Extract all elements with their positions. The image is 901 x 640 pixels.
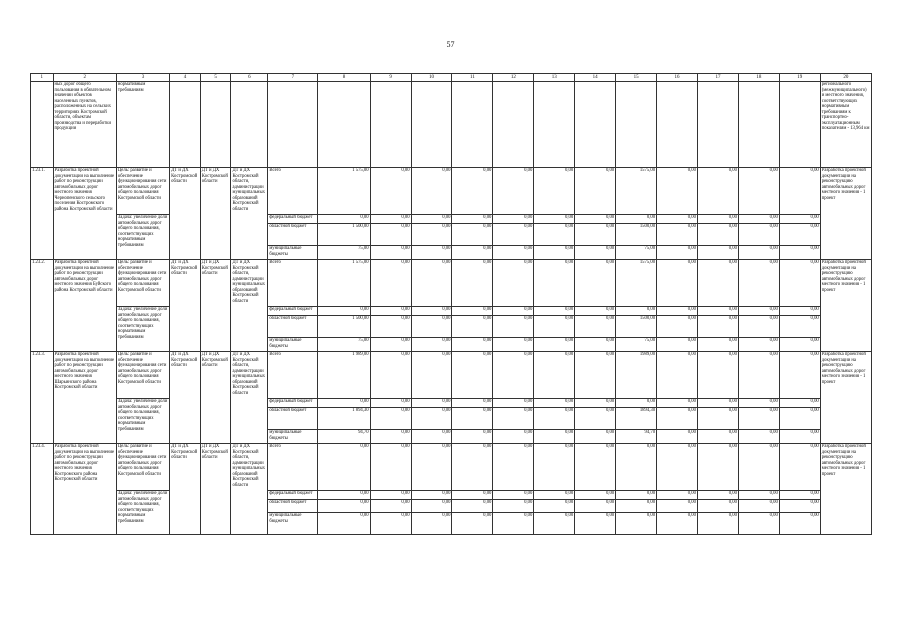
header-cell: 12 xyxy=(493,74,534,82)
amount-cell: 0,00 xyxy=(411,513,452,535)
empty-cell xyxy=(493,82,534,168)
item-number: 1.23.2. xyxy=(31,260,54,352)
amount-cell: 0,00 xyxy=(616,307,657,316)
amount-cell: 0,00 xyxy=(697,168,738,215)
amount-cell: 0,00 xyxy=(738,430,779,444)
funding-source: федеральный бюджет xyxy=(268,399,318,408)
amount-cell: 0,00 xyxy=(411,307,452,316)
customer-cell: ДТ и ДХ Костромской области xyxy=(200,168,231,260)
empty-cell xyxy=(657,82,698,168)
customer-cell: ДТ и ДХ Костромской области xyxy=(200,444,231,535)
amount-cell: 0,00 xyxy=(411,215,452,224)
amount-cell: 0,00 xyxy=(657,491,698,500)
amount-cell: 0,00 xyxy=(534,316,575,338)
amount-cell: 0,00 xyxy=(616,215,657,224)
amount-cell: 94,70 xyxy=(318,430,370,444)
amount-cell: 1 500,00 xyxy=(318,316,370,338)
amount-cell: 0,00 xyxy=(534,246,575,260)
page-number: 57 xyxy=(446,40,455,49)
amount-cell: 0,00 xyxy=(411,224,452,246)
amount-cell: 0,00 xyxy=(738,215,779,224)
amount-cell: 0,00 xyxy=(318,399,370,408)
funding-source: муниципальные бюджеты xyxy=(268,246,318,260)
cont-result-cell: регионального (межмуниципального) и местного значения, соответствующих нормативным требованиям к транспортно-эксплуатационным показателям - 13,964 км xyxy=(820,82,871,168)
funding-source: областной бюджет xyxy=(268,316,318,338)
amount-cell: 0,00 xyxy=(575,352,616,399)
amount-cell: 0,00 xyxy=(657,338,698,352)
amount-cell: 0,00 xyxy=(738,338,779,352)
cont-goal-cell: нормативным требованиям xyxy=(116,82,169,168)
amount-cell: 0,00 xyxy=(575,408,616,430)
funding-source: федеральный бюджет xyxy=(268,307,318,316)
item-name: Разработка проектной документации на выполнение работ по реконструкции автомобильных дорог местного значения Чернопенского сельского поселения Костромского района Костромской области xyxy=(53,168,116,260)
empty-cell xyxy=(779,82,820,168)
amount-cell: 0,00 xyxy=(697,215,738,224)
amount-cell: 0,00 xyxy=(493,316,534,338)
amount-cell: 0,00 xyxy=(779,399,820,408)
amount-cell: 0,00 xyxy=(779,168,820,215)
header-cell: 10 xyxy=(411,74,452,82)
program-subrow xyxy=(31,444,872,491)
header-cell: 20 xyxy=(820,74,871,82)
header-cell: 4 xyxy=(170,74,201,82)
responsible-cell: ДТ и ДХ Костромской области xyxy=(170,444,201,535)
header-cell: 2 xyxy=(53,74,116,82)
continuation-row xyxy=(31,82,872,168)
empty-cell xyxy=(231,82,268,168)
amount-cell: 0,00 xyxy=(534,260,575,307)
amount-cell: 0,00 xyxy=(452,316,493,338)
amount-cell: 0,00 xyxy=(318,215,370,224)
amount-cell: 0,00 xyxy=(370,338,411,352)
amount-cell: 0,00 xyxy=(452,168,493,215)
amount-cell: 0,00 xyxy=(779,246,820,260)
header-cell: 7 xyxy=(268,74,318,82)
amount-cell: 0,00 xyxy=(738,168,779,215)
amount-cell: 75,00 xyxy=(616,338,657,352)
amount-cell: 0,00 xyxy=(657,316,698,338)
amount-cell: 0,00 xyxy=(697,399,738,408)
amount-cell: 94,70 xyxy=(616,430,657,444)
result-cell: Разработка проектной документации на реконструкцию автомобильных дорог местного значения - 1 проект xyxy=(820,444,871,535)
funding-source: федеральный бюджет xyxy=(268,215,318,224)
amount-cell: 0,00 xyxy=(411,338,452,352)
responsible-cell: ДТ и ДХ Костромской области xyxy=(170,352,201,444)
item-name: Разработка проектной документации на выполнение работ по реконструкции автомобильных дорог местного значения Буйского района Костромской области xyxy=(53,260,116,352)
header-cell: 19 xyxy=(779,74,820,82)
amount-cell: 0,00 xyxy=(779,444,820,491)
amount-cell: 75,00 xyxy=(318,246,370,260)
amount-cell: 1 500,00 xyxy=(318,224,370,246)
amount-cell: 0,00 xyxy=(657,224,698,246)
cont-name-cell: ных дорог общего пользования в обязательном значении объектов населенных пунктов, расположенных на сельских территориях Костромской области, объектам производства и переработки продукции xyxy=(53,82,116,168)
amount-cell: 0,00 xyxy=(493,408,534,430)
amount-cell: 0,00 xyxy=(452,491,493,500)
task-cell: Задача: увеличение доли автомобильных дорог общего пользования, соответствующих нормативным требованиям xyxy=(116,215,169,260)
empty-cell xyxy=(452,82,493,168)
amount-cell: 0,00 xyxy=(738,399,779,408)
amount-cell: 0,00 xyxy=(411,408,452,430)
amount-cell: 0,00 xyxy=(452,224,493,246)
funding-source: областной бюджет xyxy=(268,408,318,430)
amount-cell: 0,00 xyxy=(697,444,738,491)
amount-cell: 0,00 xyxy=(738,316,779,338)
empty-cell xyxy=(534,82,575,168)
amount-cell: 0,00 xyxy=(779,338,820,352)
amount-cell: 0,00 xyxy=(493,399,534,408)
amount-cell: 0,00 xyxy=(575,246,616,260)
amount-cell: 1 989,00 xyxy=(318,352,370,399)
amount-cell: 0,00 xyxy=(493,513,534,535)
responsible-cell: ДТ и ДХ Костромской области xyxy=(170,260,201,352)
amount-cell: 0,00 xyxy=(697,316,738,338)
goal-cell: Цель: развитие и обеспечение функционирования сети автомобильных дорог общего пользования Костромской области xyxy=(116,352,169,399)
amount-cell: 1500,00 xyxy=(616,316,657,338)
amount-cell: 0,00 xyxy=(370,513,411,535)
amount-cell: 0,00 xyxy=(697,430,738,444)
program-subrow xyxy=(31,307,872,316)
empty-cell xyxy=(200,82,231,168)
amount-cell: 0,00 xyxy=(697,352,738,399)
amount-cell: 0,00 xyxy=(534,352,575,399)
amount-cell: 1 575,00 xyxy=(318,168,370,215)
task-cell: Задача: увеличение доли автомобильных дорог общего пользования, соответствующих нормативным требованиям xyxy=(116,399,169,444)
empty-cell xyxy=(575,82,616,168)
header-row xyxy=(31,74,872,82)
program-subrow xyxy=(31,260,872,307)
task-cell: Задача: увеличение доли автомобильных дорог общего пользования, соответствующих нормативным требованиям xyxy=(116,491,169,535)
amount-cell: 0,00 xyxy=(779,352,820,399)
amount-cell: 0,00 xyxy=(452,500,493,513)
amount-cell: 0,00 xyxy=(370,500,411,513)
amount-cell: 0,00 xyxy=(493,246,534,260)
amount-cell: 0,00 xyxy=(697,307,738,316)
amount-cell: 0,00 xyxy=(657,215,698,224)
empty-cell xyxy=(370,82,411,168)
amount-cell: 0,00 xyxy=(534,224,575,246)
amount-cell: 0,00 xyxy=(575,430,616,444)
funding-source: Всего xyxy=(268,260,318,307)
header-cell: 8 xyxy=(318,74,370,82)
amount-cell: 0,00 xyxy=(370,491,411,500)
amount-cell: 0,00 xyxy=(738,246,779,260)
amount-cell: 0,00 xyxy=(575,500,616,513)
funding-source: Всего xyxy=(268,352,318,399)
amount-cell: 0,00 xyxy=(657,168,698,215)
empty-cell xyxy=(616,82,657,168)
program-subrow xyxy=(31,399,872,408)
header-cell: 16 xyxy=(657,74,698,82)
amount-cell: 0,00 xyxy=(318,444,370,491)
amount-cell: 0,00 xyxy=(657,246,698,260)
amount-cell: 0,00 xyxy=(411,500,452,513)
funding-source: Всего xyxy=(268,168,318,215)
amount-cell: 0,00 xyxy=(370,352,411,399)
amount-cell: 0,00 xyxy=(575,491,616,500)
amount-cell: 0,00 xyxy=(493,338,534,352)
executor-cell: ДТ и ДХ Костромской области, администрации муниципальных образований Костромской области xyxy=(231,352,268,444)
amount-cell: 0,00 xyxy=(370,444,411,491)
item-name: Разработка проектной документации на выполнение работ по реконструкции автомобильных дорог местного значения Костромского района Костромской области xyxy=(53,444,116,535)
amount-cell: 0,00 xyxy=(370,430,411,444)
result-cell: Разработка проектной документации на реконструкцию автомобильных дорог местного значения - 1 проект xyxy=(820,352,871,444)
amount-cell: 0,00 xyxy=(779,430,820,444)
amount-cell: 0,00 xyxy=(616,500,657,513)
amount-cell: 0,00 xyxy=(738,444,779,491)
amount-cell: 0,00 xyxy=(534,444,575,491)
amount-cell: 0,00 xyxy=(779,224,820,246)
amount-cell: 0,00 xyxy=(411,246,452,260)
funding-source: Всего xyxy=(268,444,318,491)
amount-cell: 0,00 xyxy=(534,307,575,316)
program-subrow xyxy=(31,215,872,224)
amount-cell: 0,00 xyxy=(657,352,698,399)
amount-cell: 1575,00 xyxy=(616,168,657,215)
amount-cell: 0,00 xyxy=(534,500,575,513)
amount-cell: 0,00 xyxy=(370,215,411,224)
amount-cell: 0,00 xyxy=(779,307,820,316)
header-cell: 13 xyxy=(534,74,575,82)
amount-cell: 0,00 xyxy=(697,224,738,246)
amount-cell: 0,00 xyxy=(697,491,738,500)
amount-cell: 0,00 xyxy=(575,215,616,224)
amount-cell: 0,00 xyxy=(657,444,698,491)
amount-cell: 0,00 xyxy=(534,513,575,535)
amount-cell: 0,00 xyxy=(738,491,779,500)
amount-cell: 0,00 xyxy=(575,260,616,307)
amount-cell: 0,00 xyxy=(575,224,616,246)
executor-cell: ДТ и ДХ Костромской области, администрации муниципальных образований Костромской области xyxy=(231,444,268,535)
amount-cell: 0,00 xyxy=(697,408,738,430)
funding-source: областной бюджет xyxy=(268,224,318,246)
amount-cell: 0,00 xyxy=(452,307,493,316)
amount-cell: 0,00 xyxy=(657,307,698,316)
funding-source: федеральный бюджет xyxy=(268,491,318,500)
amount-cell: 0,00 xyxy=(575,307,616,316)
amount-cell: 0,00 xyxy=(493,215,534,224)
amount-cell: 0,00 xyxy=(452,408,493,430)
amount-cell: 0,00 xyxy=(657,260,698,307)
amount-cell: 0,00 xyxy=(697,260,738,307)
amount-cell: 0,00 xyxy=(493,444,534,491)
amount-cell: 0,00 xyxy=(318,500,370,513)
amount-cell: 0,00 xyxy=(779,408,820,430)
amount-cell: 0,00 xyxy=(616,491,657,500)
result-cell: Разработка проектной документации на реконструкцию автомобильных дорог местного значения - 1 проект xyxy=(820,168,871,260)
amount-cell: 0,00 xyxy=(738,307,779,316)
amount-cell: 0,00 xyxy=(370,224,411,246)
responsible-cell: ДТ и ДХ Костромской области xyxy=(170,168,201,260)
amount-cell: 0,00 xyxy=(616,513,657,535)
amount-cell: 0,00 xyxy=(779,260,820,307)
amount-cell: 0,00 xyxy=(738,513,779,535)
header-cell: 15 xyxy=(616,74,657,82)
amount-cell: 0,00 xyxy=(370,307,411,316)
executor-cell: ДТ и ДХ Костромской области, администрации муниципальных образований Костромской области xyxy=(231,168,268,260)
amount-cell: 0,00 xyxy=(738,224,779,246)
amount-cell: 0,00 xyxy=(370,168,411,215)
funding-source: муниципальные бюджеты xyxy=(268,430,318,444)
amount-cell: 75,00 xyxy=(318,338,370,352)
amount-cell: 0,00 xyxy=(657,430,698,444)
amount-cell: 1575,00 xyxy=(616,260,657,307)
header-cell: 9 xyxy=(370,74,411,82)
amount-cell: 0,00 xyxy=(779,500,820,513)
customer-cell: ДТ и ДХ Костромской области xyxy=(200,352,231,444)
amount-cell: 1989,00 xyxy=(616,352,657,399)
item-number: 1.23.4. xyxy=(31,444,54,535)
amount-cell: 0,00 xyxy=(411,399,452,408)
amount-cell: 0,00 xyxy=(534,215,575,224)
amount-cell: 0,00 xyxy=(411,352,452,399)
amount-cell: 0,00 xyxy=(738,352,779,399)
empty-cell xyxy=(268,82,318,168)
item-number: 1.23.3. xyxy=(31,352,54,444)
amount-cell: 0,00 xyxy=(493,260,534,307)
amount-cell: 0,00 xyxy=(575,399,616,408)
header-cell: 14 xyxy=(575,74,616,82)
amount-cell: 1500,00 xyxy=(616,224,657,246)
empty-cell xyxy=(31,82,54,168)
amount-cell: 0,00 xyxy=(452,260,493,307)
empty-cell xyxy=(170,82,201,168)
amount-cell: 0,00 xyxy=(697,513,738,535)
amount-cell: 0,00 xyxy=(411,430,452,444)
funding-source: областной бюджет xyxy=(268,500,318,513)
amount-cell: 1 894,30 xyxy=(318,408,370,430)
amount-cell: 0,00 xyxy=(493,352,534,399)
item-number: 1.23.1. xyxy=(31,168,54,260)
amount-cell: 1894,30 xyxy=(616,408,657,430)
amount-cell: 0,00 xyxy=(575,168,616,215)
header-cell: 17 xyxy=(697,74,738,82)
amount-cell: 0,00 xyxy=(493,168,534,215)
amount-cell: 0,00 xyxy=(657,500,698,513)
amount-cell: 0,00 xyxy=(779,491,820,500)
empty-cell xyxy=(738,82,779,168)
amount-cell: 0,00 xyxy=(697,338,738,352)
header-cell: 1 xyxy=(31,74,54,82)
program-table xyxy=(30,73,872,535)
empty-cell xyxy=(318,82,370,168)
header-cell: 5 xyxy=(200,74,231,82)
amount-cell: 0,00 xyxy=(493,491,534,500)
goal-cell: Цель: развитие и обеспечение функционирования сети автомобильных дорог общего пользования Костромской области xyxy=(116,260,169,307)
amount-cell: 0,00 xyxy=(370,246,411,260)
amount-cell: 0,00 xyxy=(370,316,411,338)
amount-cell: 0,00 xyxy=(575,316,616,338)
amount-cell: 0,00 xyxy=(738,408,779,430)
amount-cell: 0,00 xyxy=(697,500,738,513)
amount-cell: 0,00 xyxy=(493,500,534,513)
amount-cell: 0,00 xyxy=(452,215,493,224)
amount-cell: 0,00 xyxy=(738,260,779,307)
task-cell: Задача: увеличение доли автомобильных дорог общего пользования, соответствующих нормативным требованиям xyxy=(116,307,169,352)
goal-cell: Цель: развитие и обеспечение функционирования сети автомобильных дорог общего пользования Костромской области xyxy=(116,168,169,215)
goal-cell: Цель: развитие и обеспечение функционирования сети автомобильных дорог общего пользования Костромской области xyxy=(116,444,169,491)
amount-cell: 0,00 xyxy=(411,316,452,338)
amount-cell: 0,00 xyxy=(452,430,493,444)
amount-cell: 0,00 xyxy=(534,399,575,408)
header-cell: 11 xyxy=(452,74,493,82)
amount-cell: 0,00 xyxy=(575,444,616,491)
customer-cell: ДТ и ДХ Костромской области xyxy=(200,260,231,352)
amount-cell: 0,00 xyxy=(452,513,493,535)
amount-cell: 0,00 xyxy=(370,408,411,430)
amount-cell: 0,00 xyxy=(697,246,738,260)
header-cell: 18 xyxy=(738,74,779,82)
empty-cell xyxy=(411,82,452,168)
amount-cell: 0,00 xyxy=(452,338,493,352)
amount-cell: 0,00 xyxy=(452,246,493,260)
program-subrow xyxy=(31,491,872,500)
amount-cell: 0,00 xyxy=(370,399,411,408)
amount-cell: 0,00 xyxy=(493,307,534,316)
funding-source: муниципальные бюджеты xyxy=(268,513,318,535)
header-cell: 6 xyxy=(231,74,268,82)
funding-source: муниципальные бюджеты xyxy=(268,338,318,352)
amount-cell: 0,00 xyxy=(411,491,452,500)
amount-cell: 0,00 xyxy=(616,444,657,491)
item-name: Разработка проектной документации на выполнение работ по реконструкции автомобильных дорог местного значения Шарьинского района Костромской области xyxy=(53,352,116,444)
amount-cell: 0,00 xyxy=(534,430,575,444)
header-cell: 3 xyxy=(116,74,169,82)
amount-cell: 0,00 xyxy=(411,168,452,215)
amount-cell: 0,00 xyxy=(575,513,616,535)
table-body xyxy=(31,74,872,535)
program-subrow xyxy=(31,168,872,215)
amount-cell: 0,00 xyxy=(452,399,493,408)
executor-cell: ДТ и ДХ Костромской области, администрации муниципальных образований Костромской области xyxy=(231,260,268,352)
amount-cell: 0,00 xyxy=(534,491,575,500)
amount-cell: 0,00 xyxy=(779,513,820,535)
amount-cell: 75,00 xyxy=(616,246,657,260)
amount-cell: 0,00 xyxy=(534,408,575,430)
amount-cell: 0,00 xyxy=(452,352,493,399)
program-subrow xyxy=(31,352,872,399)
amount-cell: 0,00 xyxy=(370,260,411,307)
amount-cell: 1 575,00 xyxy=(318,260,370,307)
amount-cell: 0,00 xyxy=(411,260,452,307)
amount-cell: 0,00 xyxy=(738,500,779,513)
amount-cell: 0,00 xyxy=(779,316,820,338)
amount-cell: 0,00 xyxy=(534,168,575,215)
amount-cell: 0,00 xyxy=(493,224,534,246)
amount-cell: 0,00 xyxy=(318,307,370,316)
amount-cell: 0,00 xyxy=(318,491,370,500)
amount-cell: 0,00 xyxy=(616,399,657,408)
amount-cell: 0,00 xyxy=(318,513,370,535)
amount-cell: 0,00 xyxy=(411,444,452,491)
amount-cell: 0,00 xyxy=(657,513,698,535)
amount-cell: 0,00 xyxy=(575,338,616,352)
amount-cell: 0,00 xyxy=(534,338,575,352)
amount-cell: 0,00 xyxy=(493,430,534,444)
amount-cell: 0,00 xyxy=(452,444,493,491)
amount-cell: 0,00 xyxy=(657,408,698,430)
amount-cell: 0,00 xyxy=(779,215,820,224)
result-cell: Разработка проектной документации на реконструкцию автомобильных дорог местного значения - 1 проект xyxy=(820,260,871,352)
amount-cell: 0,00 xyxy=(657,399,698,408)
empty-cell xyxy=(697,82,738,168)
